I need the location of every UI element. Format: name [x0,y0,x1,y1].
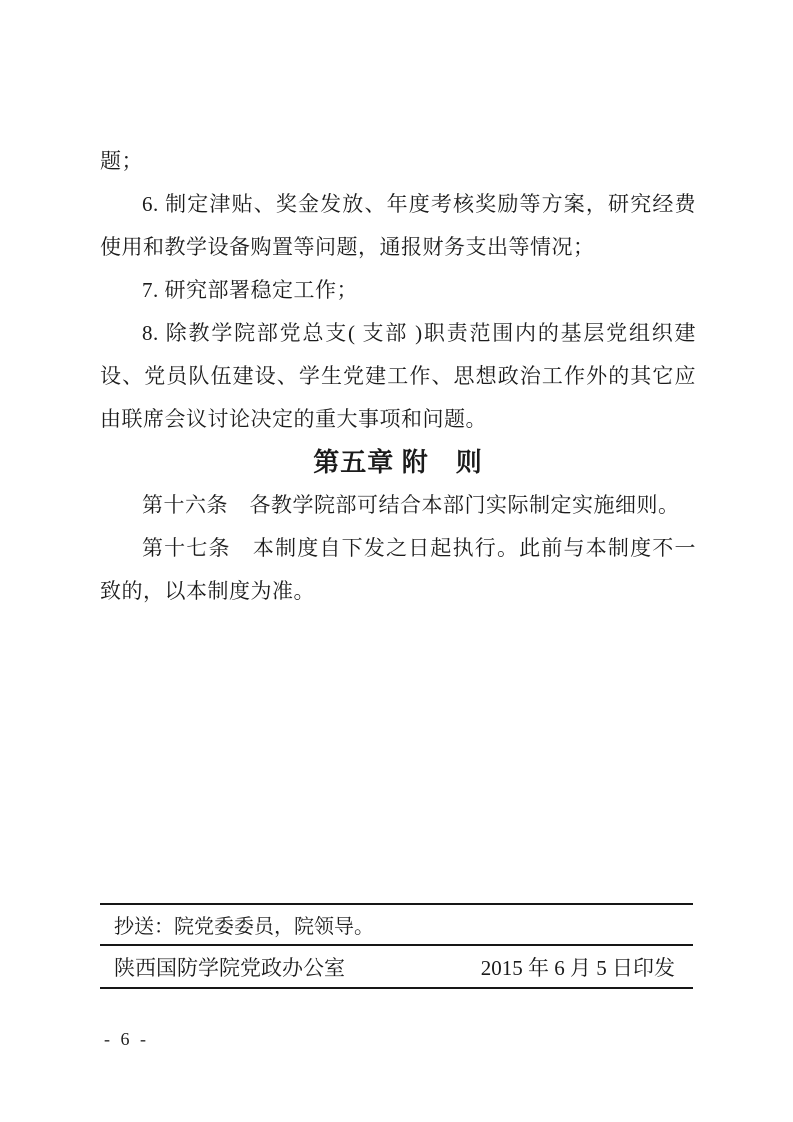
issuer-text: 陕西国防学院党政办公室 [114,955,345,980]
footer-issue-row [100,944,693,989]
article-17: 第十七条 本制度自下发之日起执行。此前与本制度不一致的，以本制度为准。 [100,536,696,603]
article-16: 第十六条 各教学院部可结合本部门实际制定实施细则。 [142,493,680,517]
footer-cc-row [100,903,693,944]
continuation-line: 题； [100,149,143,173]
list-item-8: 8. 除教学院部党总支( 支部 )职责范围内的基层党组织建设、党员队伍建设、学生党建工作、思想政治工作外的其它应由联席会议讨论决定的重大事项和问题。 [100,321,696,431]
chapter-heading: 第五章 附 则 [313,448,483,477]
document-footer [100,903,693,989]
list-item-6: 6. 制定津贴、奖金发放、年度考核奖励等方案，研究经费使用和教学设备购置等问题，通报财务支出等情况； [100,192,696,259]
print-date-text: 2015 年 6 月 5 日印发 [480,955,675,980]
page-number: - 6 - [104,1029,149,1049]
cc-text: 抄送：院党委委员，院领导。 [114,916,374,938]
list-item-7: 7. 研究部署稳定工作； [142,278,358,302]
document-body [100,140,696,613]
